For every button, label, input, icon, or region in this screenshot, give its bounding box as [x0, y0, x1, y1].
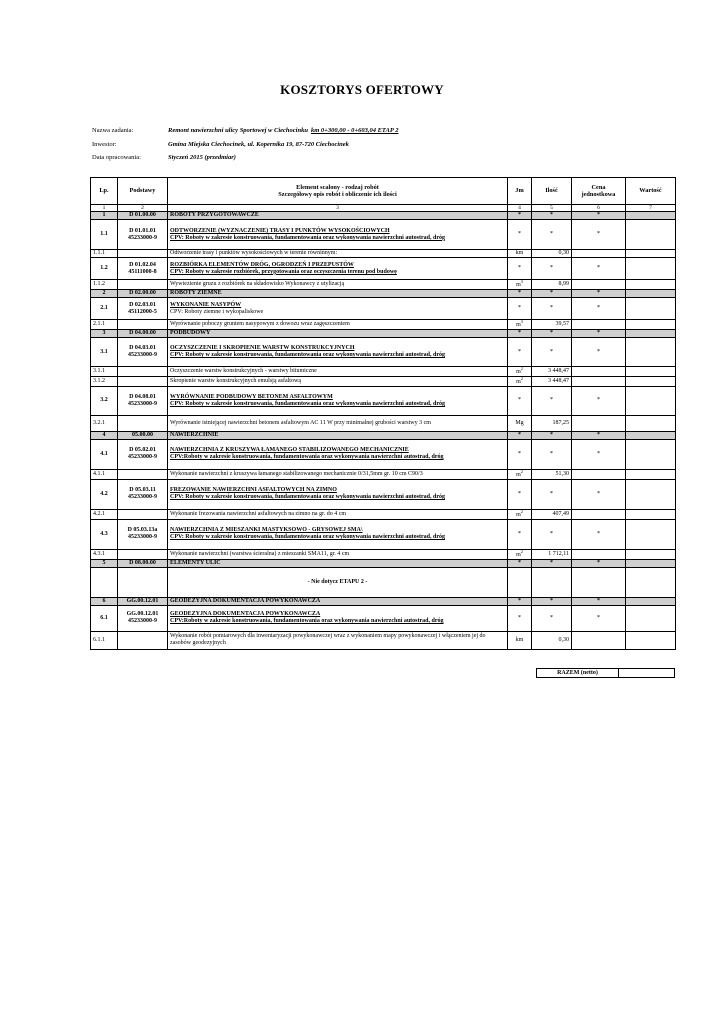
summary-label: RAZEM (netto) [537, 669, 619, 678]
section-row: 3 D 04.00.00 PODBUDOWY * * * [91, 330, 676, 338]
task-value: Remont nawierzchni ulicy Sportowej w Ciechocinku [168, 127, 308, 134]
task-label: Nazwa zadania: [92, 127, 134, 134]
investor-label: Inwestor: [92, 141, 117, 148]
header-lp: Lp. [91, 178, 118, 205]
header-podstawy: Podstawy [118, 178, 168, 205]
etap-note: - Nie dotycz ETAPU 2 - [168, 567, 508, 597]
header-element: Element scalony - rodzaj robót Szczegółowy opis robót i obliczenie ich ilości [168, 178, 508, 205]
cost-estimate-table [90, 177, 676, 650]
task-stage: km 0+300,00 - 0+603,04 ETAP 2 [310, 127, 399, 134]
document-title: KOSZTORYS OFERTOWY [280, 82, 444, 97]
item-row: 4.2 D 05.03.11 45233000-9 FREZOWANIE NAWIERZCHNI ASFALTOWYCH NA ZIMNO CPV: Roboty w zakresie konstruowania, fundamentowania oraz wykonywania nawierzchni autostrad, dróg * * * [91, 479, 676, 509]
subitem-row: 3.2.1 Wyrównanie istniejącej nawierzchni betonem asfaltowym AC 11 W przy minimalnej grubości warstwy 3 cm Mg 187,25 [91, 415, 676, 431]
date-value: Styczeń 2015 (przedmiar) [168, 154, 236, 161]
item-row: 1.2 D 01.02.04 45111000-8 ROZBIÓRKA ELEMENTÓW DRÓG, OGRODZEŃ I PRZEPUSTÓW CPV: Roboty w zakresie rozbiórek, przygotowania oraz oczyszczenia terenu pod budowę * * * [91, 258, 676, 280]
header-jm: Jm [508, 178, 532, 205]
summary-table [536, 668, 675, 678]
item-row: 1.1 D 01.01.01 45233000-9 ODTWORZENIE (WYZNACZENIE) TRASY I PUNKTÓW WYSOKOŚCIOWYCH CPV: Roboty w zakresie konstruowania, fundamentowania oraz wykonywania nawierzchni autostrad, dróg * * * [91, 220, 676, 250]
column-numbers: 1 2 3 4 5 6 7 [91, 205, 676, 212]
subitem-row: 6.1.1 Wykonanie robót pomiarowych dla inwentaryzacji powykonawczej wraz z wykonaniem mapy powykonawczej i włączeniem jej do zasobów geodezyjnych km 0,30 [91, 631, 676, 649]
section-row: 4 05.00.00 NAWIERZCHNIE * * * [91, 431, 676, 439]
section-row: 5 D 08.00.00 ELEMENTY ULIC * * * [91, 559, 676, 567]
meta-date [92, 154, 236, 161]
header-cena: Cena jednostkowa [572, 178, 626, 205]
subitem-row: 2.1.1 Wyrównanie poboczy gruntem nasypowym z dowozu wraz zagęszczeniem $m^3$ 39,57 [91, 320, 676, 330]
subitem-row: 1.1.2 Wywiezienie gruzu z rozbiórek na składowisko Wykonawcy z utylizacją $m^3$ 8,99 [91, 280, 676, 290]
item-row: 4.3 D 05.03.13a 45233000-9 NAWIERZCHNIA Z MIESZANKI MASTYKSOWO - GRYSOWEJ SMA\ CPV: Roboty w zakresie konstruowania, fundamentowania oraz wykonywania nawierzchni autostrad, dróg * * * [91, 519, 676, 549]
investor-value: Gmina Miejska Ciechocinek, ul. Kopernika 19, 87-720 Ciechocinek [168, 141, 349, 148]
note-row [91, 567, 676, 597]
subitem-row: 4.2.1 Wykonanie frezowania nawierzchni asfaltowych na zimno na gr. do 4 cm $m^2$ 407,49 [91, 509, 676, 519]
summary-value [619, 669, 675, 678]
item-row: 2.1 D 02.03.01 45112000-5 WYKONANIE NASYPÓW CPV: Roboty ziemne i wykopaliskowe * * * [91, 298, 676, 320]
item-row: 4.1 D 05.02.01 45233000-9 NAWIERZCHNIA Z KRUSZYWA ŁAMANEGO STABILIZOWANEGO MECHANICZNIE CPV:Roboty w zakresie konstruowania, fundamentowania oraz wykonywania nawierzchni autostrad, dróg * * * [91, 439, 676, 469]
subitem-row: 3.1.2 Skropienie warstw konstrukcyjnych emulsją asfaltową $m^2$ 3 448,47 [91, 376, 676, 386]
section-row: 1 D 01.00.00 ROBOTY PRZYGOTOWAWCZE * * * [91, 212, 676, 220]
subitem-row: 4.3.1 Wykonanie nawierzchni (warstwa ścieralna) z mieszanki SMA11, gr. 4 cm $m^2$ 1 712,11 [91, 549, 676, 559]
meta-task [92, 127, 398, 134]
table-header [91, 178, 676, 205]
meta-investor [92, 141, 349, 148]
header-ilosc: Ilość [532, 178, 572, 205]
item-row: 3.2 D 04.08.01 45233000-9 WYRÓWNANIE PODBUDOWY BETONEM ASFALTOWYM CPV: Roboty w zakresie konstruowania, fundamentowania oraz wykonywania nawierzchni autostrad, dróg * * * [91, 386, 676, 415]
header-wartosc: Wartość [626, 178, 676, 205]
item-row: 3.1 D 04.03.01 45233000-9 OCZYSZCZENIE I SKROPIENIE WARSTW KONSTRUKCYJNYCH CPV: Roboty w zakresie konstruowania, fundamentowania oraz wykonywania nawierzchni autostrad, dróg * * * [91, 338, 676, 367]
subitem-row: 4.1.1 Wykonanie nawierzchni z kruszywa łamanego stabilizowanego mechanicznie 0/31,5mm gr. 10 cm C90/3 $m^2$ 51,30 [91, 469, 676, 479]
subitem-row: 1.1.1 Odtworzenie trasy i punktów wysokościowych w terenie równinnym: km 0,30 [91, 250, 676, 258]
date-label: Data opracowania: [92, 154, 141, 161]
subitem-row: 3.1.1 Oczyszczenie warstw konstrukcyjnych - warstwy bitumiczne $m^2$ 3 448,47 [91, 367, 676, 377]
item-row: 6.1 GG.00.12.01 45233000-9 GEODEZYJNA DOKUMENTACJA POWYKONAWCZA CPV:Roboty w zakresie konstruowania, fundamentowania oraz wykonywania nawierzchni autostrad, dróg * * * [91, 605, 676, 631]
section-row: 6 GG.00.12.01 GEODEZYJNA DOKUMENTACJA POWYKONAWCZA * * * [91, 597, 676, 605]
section-row: 2 D 02.00.00 ROBOTY ZIEMNE * * * [91, 290, 676, 298]
